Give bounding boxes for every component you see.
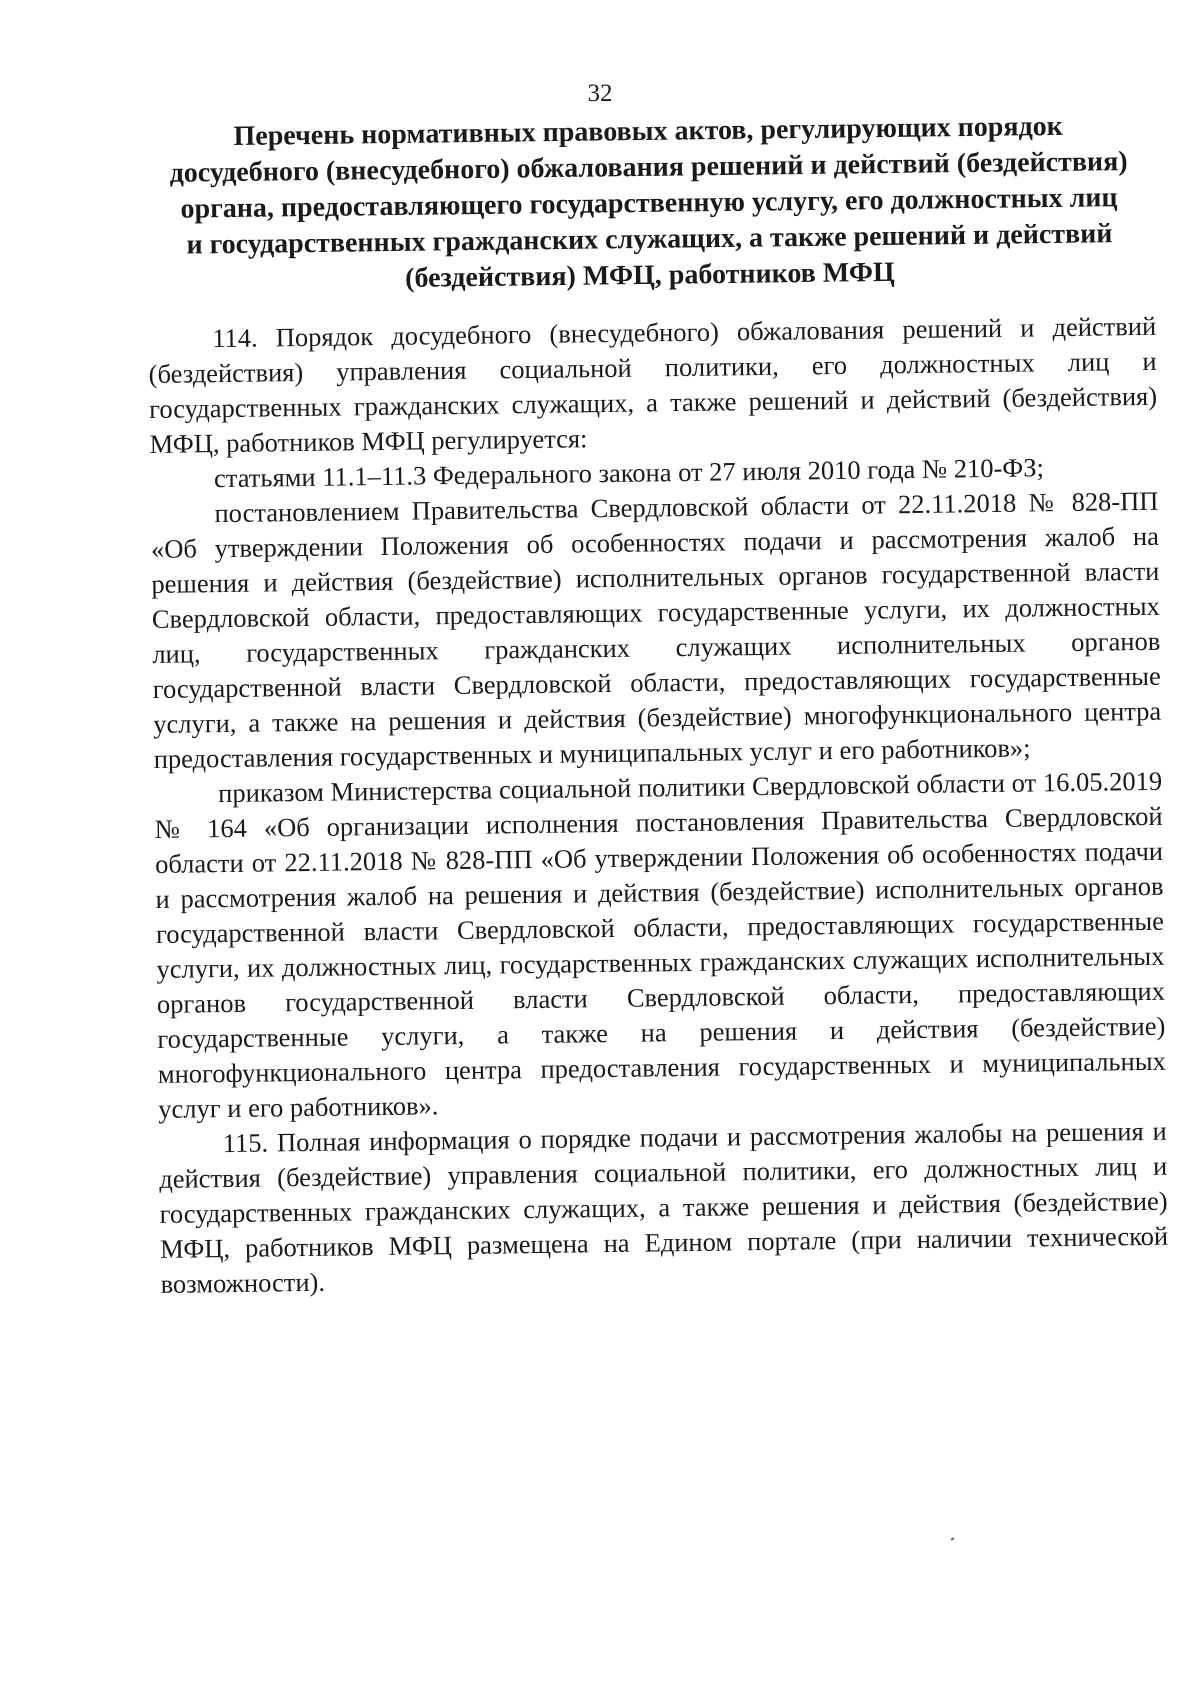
scan-speck	[951, 1537, 955, 1540]
heading-line: досудебного (внесудебного) обжалования решений и действий (бездействия)	[169, 146, 1128, 189]
section-heading	[148, 108, 1150, 300]
paragraph-federal-law: статьями 11.1–11.3 Федерального закона от 27 июля 2010 года № 210-ФЗ;	[213, 452, 1045, 494]
page-number: 32	[587, 80, 613, 107]
heading-line: и государственных гражданских служащих, а также решений и действий	[186, 218, 1113, 261]
heading-line: органа, предоставляющего государственную услугу, его должностных лиц	[180, 182, 1118, 225]
paragraph-114: 114. Порядок досудебного (внесудебного) обжалования решений и действий (бездействия) управления социальной политики, его должностных лиц и государственных гражданских служащих, а также решений и действий (бездействия) МФЦ, работников МФЦ регулируется:	[148, 310, 1158, 459]
paragraph-government-resolution: постановлением Правительства Свердловской области от 22.11.2018 № 828-ПП «Об утверждении Положения об особенностях подачи и рассмотрения жалоб на решения и действия (бездействие) исполнительных органов государственной власти Свердловской области, предоставляющих государственные услуги, их должностных лиц, государственных гражданских служащих исполнительных органов государственной власти Свердловской области, предоставляющих государственные услуги, а также на решения и действия (бездействие) многофункционального центра предоставления государственных и муниципальных услуг и его работников»;	[150, 485, 1162, 774]
paragraph-ministry-order: приказом Министерства социальной политики Свердловской области от 16.05.2019 № 164 «Об организации исполнения постановления Правительства Свердловской области от 22.11.2018 № 828-ПП «Об утверждении Положения об особенностях подачи и рассмотрения жалоб на решения и действия (бездействие) исполнительных органов государственной власти Свердловской области, предоставляющих государственные услуги, их должностных лиц, государственных гражданских служащих исполнительных органов государственной власти Свердловской области, предоставляющих государственные услуги, а также на решения и действия (бездействие) многофункционального центра предоставления государственных и муниципальных услуг и его работников».	[154, 765, 1166, 1124]
heading-line: Перечень нормативных правовых актов, регулирующих порядок	[233, 110, 1064, 152]
heading-line: (бездействия) МФЦ, работников МФЦ	[404, 256, 895, 294]
document-body	[148, 309, 1169, 1302]
paragraph-115: 115. Полная информация о порядке подачи и рассмотрения жалобы на решения и действия (бездействие) управления социальной политики, его должностных лиц и государственных гражданских служащих, а также решения и действия (бездействие) МФЦ, работников МФЦ размещена на Едином портале (при наличии технической возможности).	[159, 1115, 1169, 1299]
